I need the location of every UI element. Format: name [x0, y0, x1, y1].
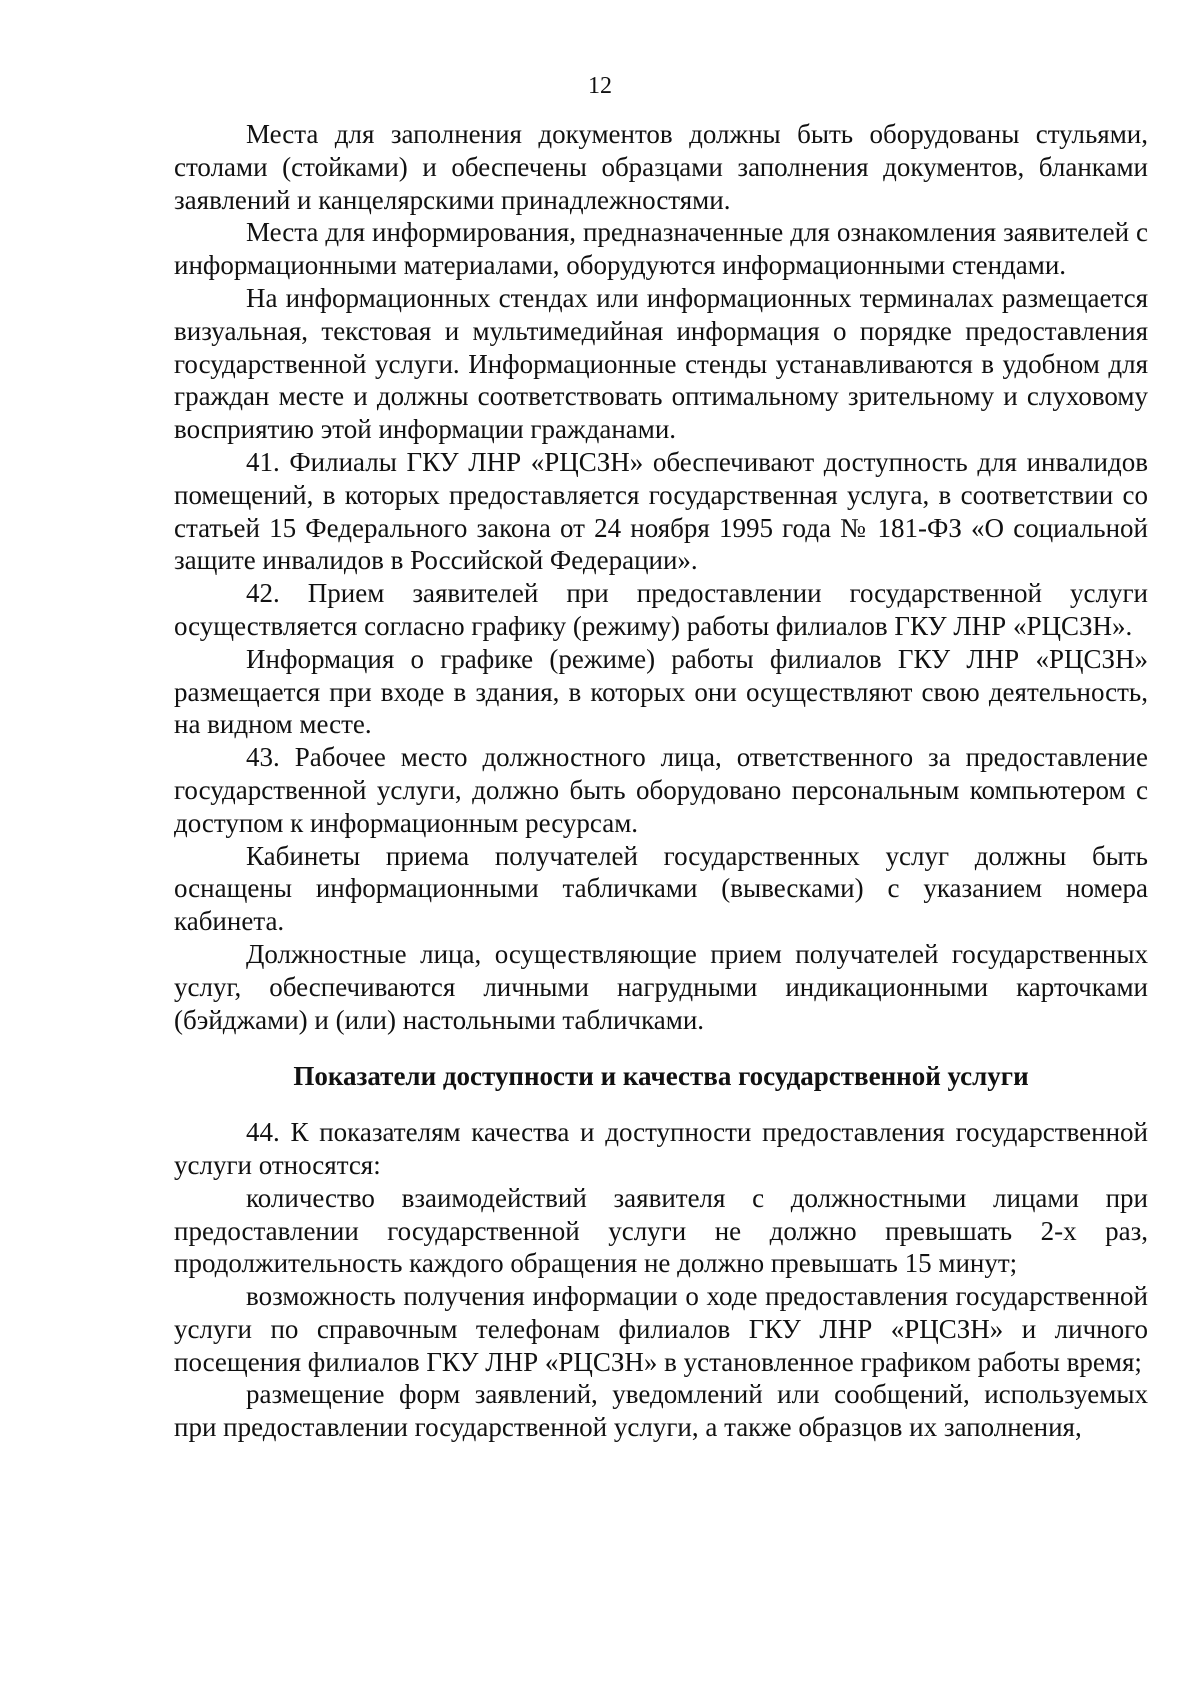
paragraph-office-signs: Кабинеты приема получателей государственных услуг должны быть оснащены информационными табличками (вывесками) с указанием номера кабинета.	[174, 840, 1148, 937]
paragraph-workplaces-filling: Места для заполнения документов должны быть оборудованы стульями, столами (стойками) и обеспечены образцами заполнения документов, бланками заявлений и канцелярскими принадлежностями.	[174, 119, 1148, 215]
paragraph-information-stands: На информационных стендах или информационных терминалах размещается визуальная, текстовая и мультимедийная информация о порядке предоставления государственной услуги. Информационные стенды устанавливаются в удобном для граждан месте и должны соответствовать оптимальному зрительному и слуховому восприятию этой информации гражданами.	[174, 282, 1148, 445]
paragraph-information-places: Места для информирования, предназначенные для ознакомления заявителей с информационными материалами, оборудуются информационными стендами.	[174, 217, 1148, 281]
paragraph-forms-placement: размещение форм заявлений, уведомлений или сообщений, используемых при предоставлении государственной услуги, а также образцов их заполнения,	[174, 1379, 1148, 1443]
paragraph-schedule-info: Информация о графике (режиме) работы филиалов ГКУ ЛНР «РЦСЗН» размещается при входе в здания, в которых они осуществляют свою деятельность, на видном месте.	[174, 643, 1148, 740]
document-body	[174, 118, 1148, 1444]
section-heading: Показатели доступности и качества государственной услуги	[293, 1061, 1029, 1092]
paragraph-badges: Должностные лица, осуществляющие прием получателей государственных услуг, обеспечиваются личными нагрудными индикационными карточками (бэйджами) и (или) настольными табличками.	[174, 938, 1148, 1035]
paragraph-item-42: 42. Прием заявителей при предоставлении государственной услуги осуществляется согласно графику (режиму) работы филиалов ГКУ ЛНР «РЦСЗН».	[174, 578, 1148, 641]
paragraph-item-43: 43. Рабочее место должностного лица, ответственного за предоставление государственной услуги, должно быть оборудовано персональным компьютером с доступом к информационным ресурсам.	[174, 742, 1148, 838]
page-number: 12	[588, 73, 612, 99]
paragraph-interactions-count: количество взаимодействий заявителя с должностными лицами при предоставлении государственной услуги не должно превышать 2-х раз, продолжительность каждого обращения не должно превышать 15 минут;	[174, 1182, 1148, 1279]
paragraph-item-41: 41. Филиалы ГКУ ЛНР «РЦСЗН» обеспечивают доступность для инвалидов помещений, в которых предоставляется государственная услуга, в соответствии со статьей 15 Федерального закона от 24 ноября 1995 года № 181-ФЗ «О социальной защите инвалидов в Российской Федерации».	[174, 446, 1148, 576]
paragraph-progress-info: возможность получения информации о ходе предоставления государственной услуги по справочным телефонам филиалов ГКУ ЛНР «РЦСЗН» и личного посещения филиалов ГКУ ЛНР «РЦСЗН» в установленное графиком работы время;	[174, 1281, 1148, 1377]
paragraph-item-44: 44. К показателям качества и доступности предоставления государственной услуги относятся:	[174, 1117, 1148, 1180]
